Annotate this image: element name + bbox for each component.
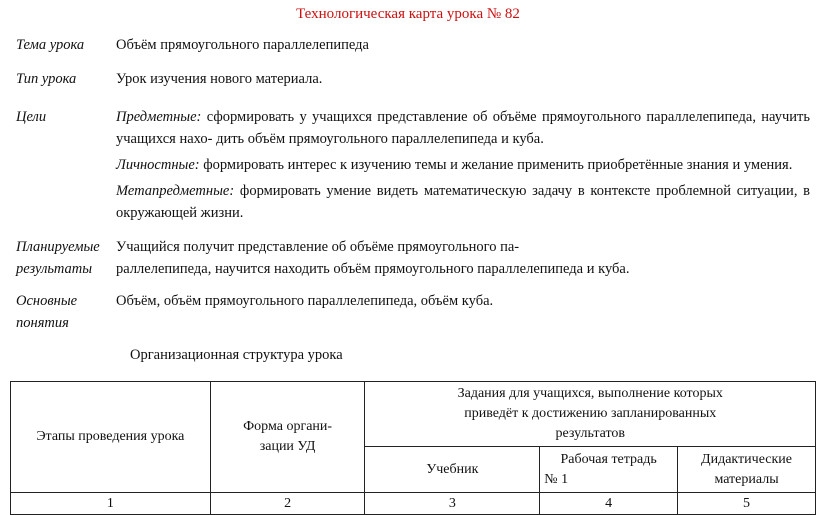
goal-subject-text: сформировать у учащихся представление об объёме прямоугольного параллелепипеда, научить учащихся нахо- дить объём прямоугольного параллелепипеда и куба. [116, 109, 811, 147]
header-tasks-line1: Задания для учащихся, выполнение которых [457, 386, 723, 401]
planned-line2: раллелепипеда, научится находить объём прямоугольного параллелепипеда и куба. [116, 261, 630, 277]
concepts-label-line2: понятия [16, 315, 69, 331]
header-textbook: Учебник [365, 447, 540, 493]
column-number-3: 3 [365, 493, 540, 515]
goals-row [16, 106, 810, 226]
planned-label-line1: Планируемые [16, 239, 100, 255]
table-header-row [11, 382, 816, 447]
header-tasks-line3: результатов [555, 426, 625, 441]
header-didactic-line2: материалы [714, 471, 779, 487]
lesson-type-value: Урок изучения нового материала. [116, 71, 323, 87]
concepts-label-line1: Основные [16, 293, 78, 309]
concepts-value: Объём, объём прямоугольного параллелепипеда, объём куба. [116, 293, 494, 309]
lesson-structure-table [10, 381, 816, 515]
column-number-1: 1 [11, 493, 211, 515]
goal-subject [116, 106, 810, 150]
planned-label-line2: результаты [16, 261, 93, 277]
lesson-type-label: Тип урока [16, 71, 77, 87]
header-form-line1: Форма органи- [243, 419, 333, 434]
page-title: Технологическая карта урока № 82 [296, 6, 520, 22]
header-workbook-line2: № 1 [544, 471, 569, 487]
column-number-2: 2 [210, 493, 365, 515]
header-tasks [365, 382, 816, 447]
column-number-5: 5 [678, 493, 816, 515]
header-workbook [540, 447, 678, 493]
goal-personal [116, 154, 810, 176]
table-row [11, 493, 816, 515]
header-didactic-line1: Дидактические [701, 451, 792, 467]
planned-label [16, 236, 116, 280]
header-tasks-line2: приведёт к достижению запланированных [464, 406, 717, 421]
goal-subject-label: Предметные: [116, 109, 202, 125]
topic-row [16, 34, 810, 56]
planned-value [116, 236, 810, 280]
header-workbook-line1: Рабочая тетрадь [560, 451, 657, 467]
topic-value: Объём прямоугольного параллелепипеда [116, 37, 369, 53]
goal-meta-label: Метапредметные: [116, 183, 235, 199]
lesson-type-row [16, 68, 810, 90]
goal-meta [116, 180, 810, 224]
topic-label: Тема урока [16, 37, 85, 53]
header-form-line2: зации УД [259, 439, 316, 454]
header-form [210, 382, 365, 493]
column-number-4: 4 [540, 493, 678, 515]
planned-line1: Учащийся получит представление об объёме прямоугольного па- [116, 239, 520, 255]
header-didactic [678, 447, 816, 493]
planned-row [16, 236, 810, 280]
concepts-label [16, 290, 116, 334]
goals-label: Цели [16, 109, 47, 125]
concepts-row [16, 290, 810, 334]
header-stages: Этапы проведения урока [11, 382, 211, 493]
goal-personal-label: Личностные: [116, 157, 200, 173]
goal-meta-text: формировать умение видеть математическую задачу в контексте проблемной ситуации, в окружающей жизни. [116, 183, 811, 221]
goal-personal-text: формировать интерес к изучению темы и желание применить приобретённые знания и умения. [203, 157, 793, 173]
org-structure-title: Организационная структура урока [130, 347, 343, 363]
goals-value [116, 106, 810, 228]
